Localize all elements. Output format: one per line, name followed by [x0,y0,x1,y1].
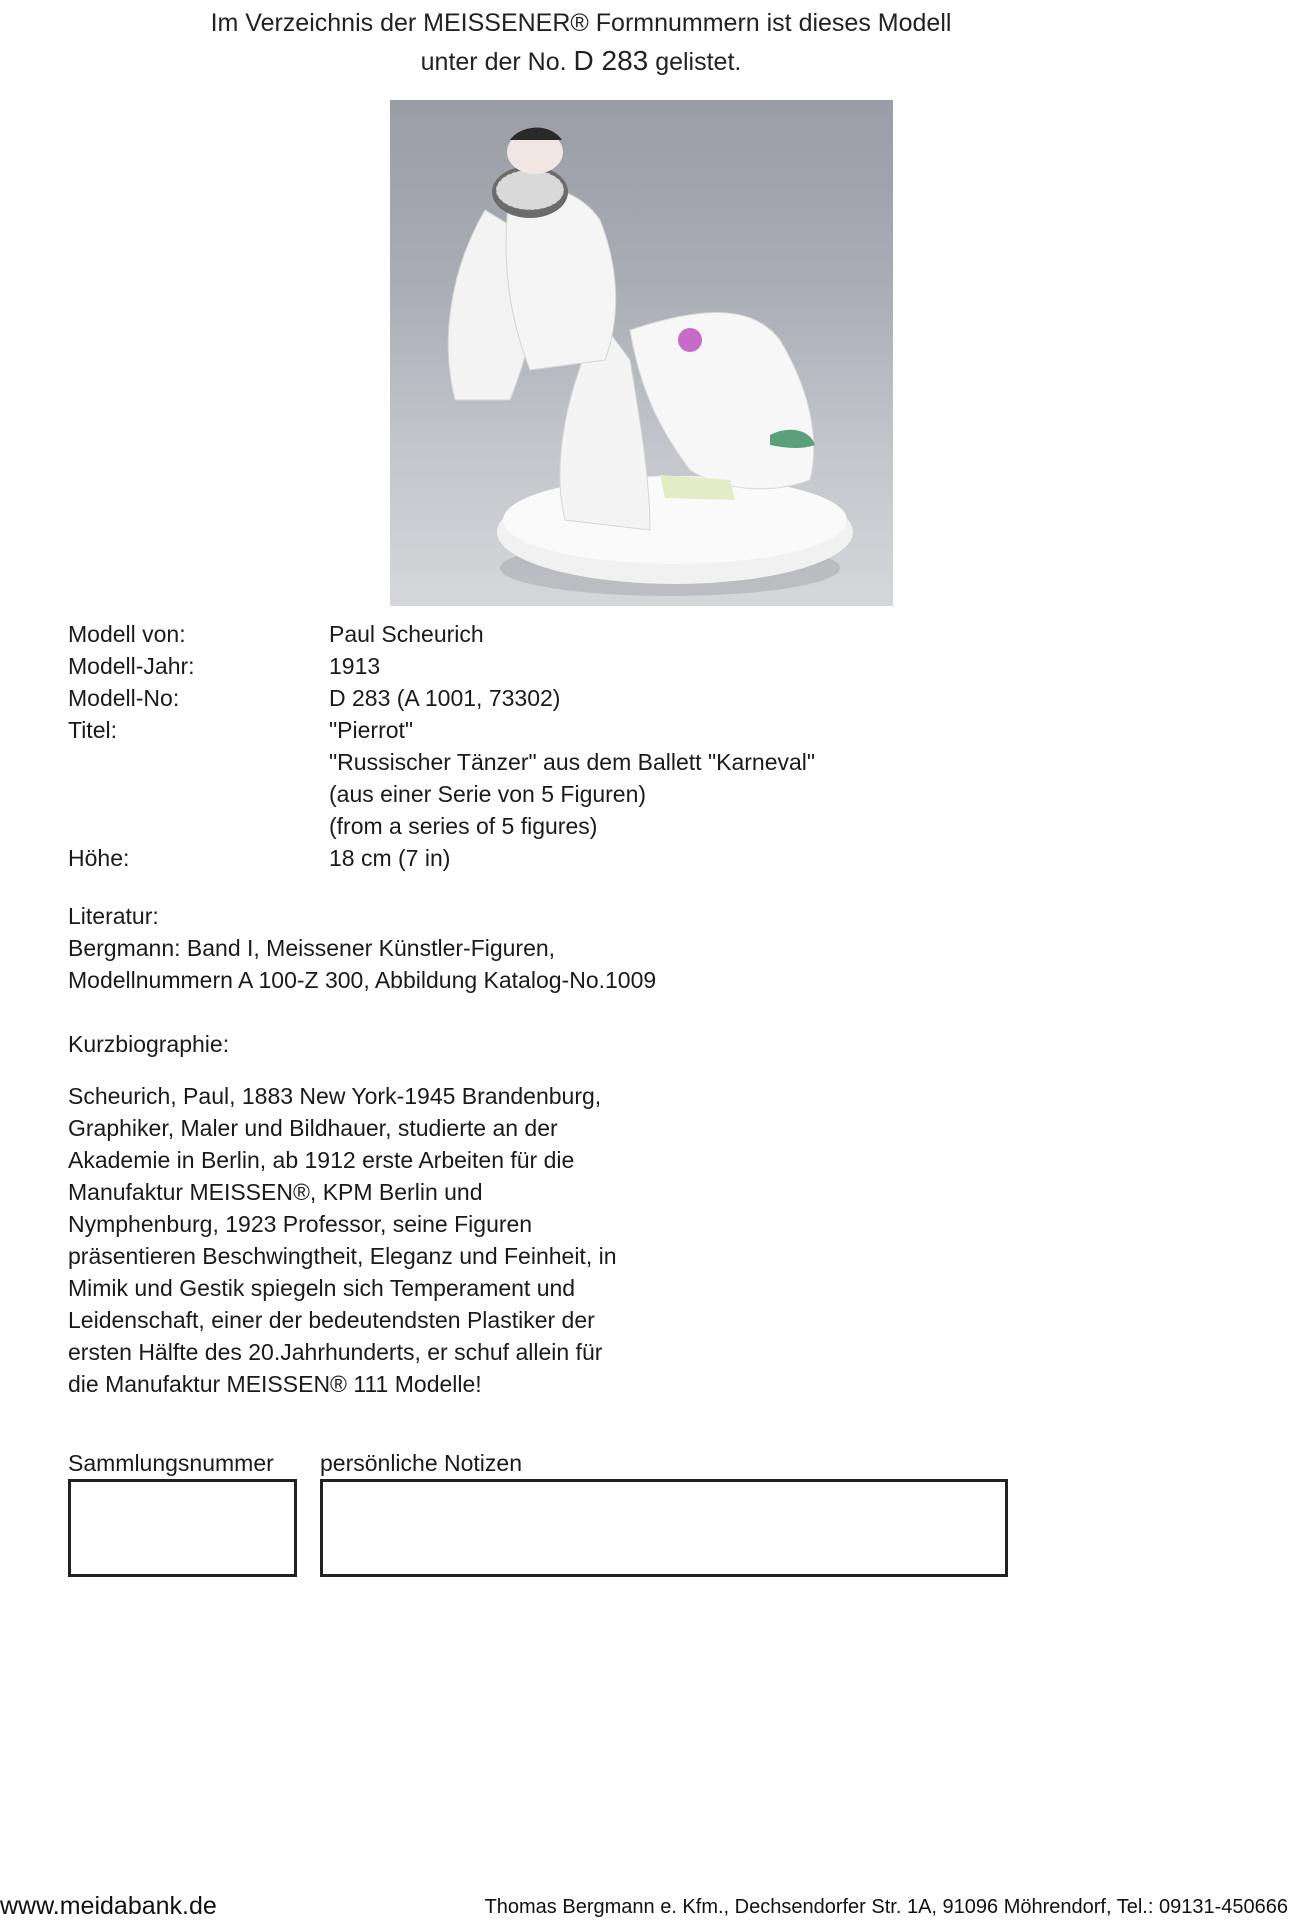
detail-value-line: (aus einer Serie von 5 Figuren) [329,781,647,807]
detail-value [329,714,815,842]
detail-value-line: "Russischer Tänzer" aus dem Ballett "Karneval" [329,749,816,775]
detail-row-titel [68,714,815,842]
literature-title: Literatur: [68,903,159,929]
biography-line: Nymphenburg, 1923 Professor, seine Figuren [68,1211,533,1237]
detail-row-hoehe [68,842,815,874]
detail-value [329,842,450,874]
collection-number-label: Sammlungsnummer [68,1450,274,1476]
biography-line: ersten Hälfte des 20.Jahrhunderts, er schuf allein für [68,1339,603,1365]
figurine-illustration [390,100,893,606]
detail-row-modell-von [68,618,815,650]
biography-line: Scheurich, Paul, 1883 New York-1945 Brandenburg, [68,1083,602,1109]
detail-value [329,650,380,682]
header-line-1: Im Verzeichnis der MEISSENER® Formnummern ist dieses Modell [210,9,952,37]
model-number: D 283 [573,45,649,76]
detail-value-line: (from a series of 5 figures) [329,813,598,839]
detail-label: Titel: [68,717,117,743]
biography-text [68,1080,617,1400]
biography-line: Graphiker, Maler und Bildhauer, studierte an der [68,1115,558,1141]
personal-notes-box[interactable] [320,1479,1008,1577]
header-prefix: unter der No. [420,48,567,76]
biography-line: Mimik und Gestik spiegeln sich Temperament und [68,1275,576,1301]
header-line-2 [0,42,1162,81]
literature-line: Modellnummern A 100-Z 300, Abbildung Katalog-No.1009 [68,967,657,993]
detail-row-modell-no [68,682,815,714]
biography-line: Manufaktur MEISSEN®, KPM Berlin und [68,1179,483,1205]
detail-value-line: 1913 [329,653,381,679]
contact-info: Thomas Bergmann e. Kfm., Dechsendorfer Str. 1A, 91096 Möhrendorf, Tel.: 09131-450666 [484,1896,1288,1918]
collection-number-box[interactable] [68,1479,297,1577]
personal-notes-label: persönliche Notizen [320,1450,523,1476]
biography-line: Akademie in Berlin, ab 1912 erste Arbeiten für die [68,1147,575,1173]
website-link[interactable]: www.meidabank.de [0,1892,217,1920]
detail-row-modell-jahr [68,650,815,682]
literature-section [68,900,656,996]
biography-line: die Manufaktur MEISSEN® 111 Modelle! [68,1371,482,1397]
model-details [68,618,815,874]
figurine-photo [390,100,893,606]
detail-value [329,682,560,714]
detail-label: Modell-Jahr: [68,653,195,679]
detail-value-line: "Pierrot" [329,717,414,743]
biography-title: Kurzbiographie: [68,1031,230,1057]
biography-line: präsentieren Beschwingtheit, Eleganz und Feinheit, in [68,1243,617,1269]
detail-value [329,618,484,650]
detail-value-line: D 283 (A 1001, 73302) [329,685,561,711]
detail-label: Höhe: [68,845,130,871]
literature-line: Bergmann: Band I, Meissener Künstler-Figuren, [68,935,556,961]
detail-value-line: 18 cm (7 in) [329,845,451,871]
detail-label: Modell von: [68,621,186,647]
header-suffix: gelistet. [655,48,742,76]
header [0,4,1162,81]
detail-value-line: Paul Scheurich [329,621,484,647]
biography-line: Leidenschaft, einer der bedeutendsten Plastiker der [68,1307,595,1333]
detail-label: Modell-No: [68,685,180,711]
